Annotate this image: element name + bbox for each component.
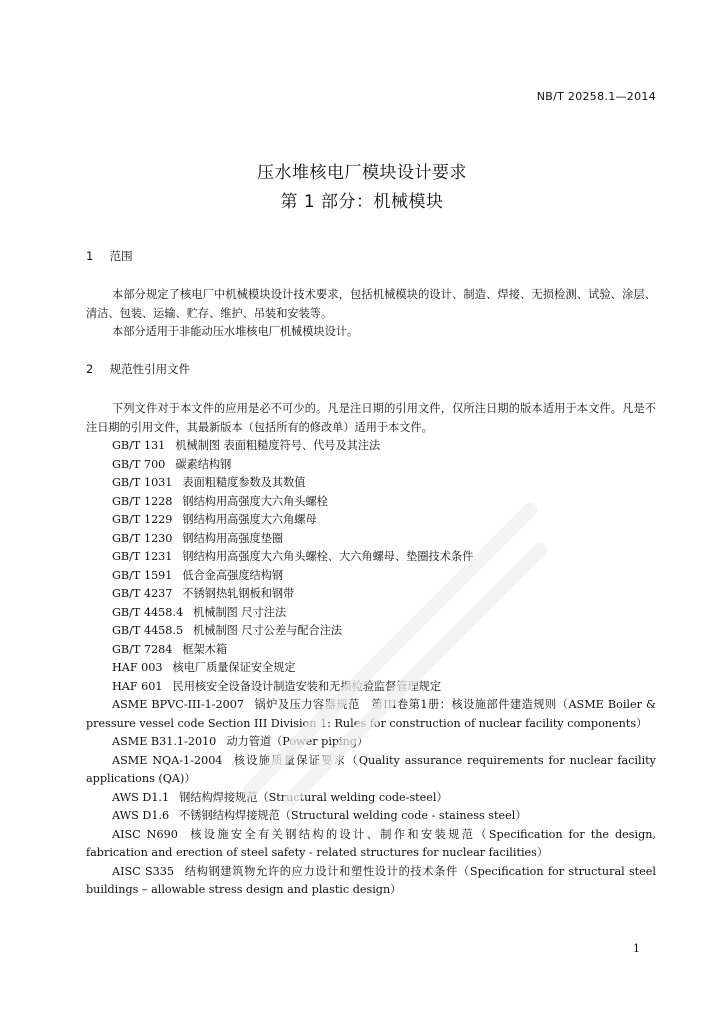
reference-code: ASME NQA-1-2004 [112,753,223,767]
reference-title: 钢结构用高强度垫圈 [182,531,284,545]
reference-title: 核设施质量保证要求（Quality assurance requirements for nuclear facility applications (QA)） [86,753,656,785]
reference-item [86,863,656,900]
reference-item [86,548,656,567]
reference-item [86,456,656,475]
reference-item [86,678,656,697]
reference-code: GB/T 4237 [112,587,173,600]
reference-item [86,585,656,604]
reference-code: GB/T 700 [112,457,166,471]
reference-code: GB/T 1228 [112,494,173,508]
reference-code: GB/T 1229 [112,513,173,526]
reference-item [86,604,656,623]
reference-code: GB/T 4458.5 [112,624,184,637]
reference-title: 锅炉及压力容器规范 第III卷第1册：核设施部件建造规则（ASME Boiler & pressure vessel code Section III Division 1: Rules for construction of nuclear facility components） [86,698,656,730]
section-heading-scope [86,248,133,264]
reference-code: AWS D1.1 [112,790,170,804]
paragraph: 本部分适用于非能动压水堆核电厂机械模块设计。 [112,325,359,338]
section-number: 2 [86,362,94,376]
reference-title: 钢结构用高强度大六角螺母 [182,513,317,526]
reference-code: GB/T 131 [112,439,166,452]
reference-item [86,789,656,808]
reference-title: 表面粗糙度参数及其数值 [182,476,306,489]
reference-title: 碳素结构钢 [175,457,232,471]
reference-item [86,437,656,456]
reference-title: 不锈钢热轧钢板和钢带 [182,587,295,600]
reference-title: 核设施安全有关钢结构的设计、制作和安装规范（Specification for the design, fabrication and erection of steel safety - related structures for nuclear facilities） [86,827,656,859]
section-title: 范围 [109,249,133,263]
reference-code: AISC N690 [112,827,178,841]
reference-code: GB/T 1031 [112,476,173,489]
reference-code: AWS D1.6 [112,809,170,822]
reference-list [86,437,656,900]
reference-title: 结构钢建筑物允许的应力设计和塑性设计的技术条件（Specification for structural steel buildings – allowable stress design and plastic design） [86,864,656,896]
section-title: 规范性引用文件 [109,362,191,376]
reference-title: 动力管道（Power piping） [226,735,369,748]
reference-title: 钢结构用高强度大六角头螺栓、大六角螺母、垫圈技术条件 [182,550,474,563]
document-subtitle: 第 1 部分：机械模块 [280,192,444,212]
reference-code: GB/T 4458.4 [112,605,184,619]
reference-item [86,752,656,789]
paragraph: 本部分规定了核电厂中机械模块设计技术要求，包括机械模块的设计、制造、焊接、无损检测、试验、涂层、清洁、包装、运输、贮存、维护、吊装和安装等。 [86,288,656,320]
reference-code: GB/T 1231 [112,550,173,563]
reference-code: GB/T 7284 [112,642,173,656]
reference-code: HAF 003 [112,661,163,674]
reference-code: ASME B31.1-2010 [112,735,217,748]
reference-title: 机械制图 尺寸公差与配合注法 [193,624,343,637]
reference-item [86,807,656,826]
reference-item [86,696,656,733]
reference-item [86,493,656,512]
reference-code: GB/T 1591 [112,568,173,582]
reference-item [86,733,656,752]
reference-code: ASME BPVC-III-1-2007 [112,698,245,711]
reference-item [86,641,656,660]
paragraph: 下列文件对于本文件的应用是必不可少的。凡是注日期的引用文件，仅所注日期的版本适用于本文件。凡是不注日期的引用文件，其最新版本（包括所有的修改单）适用于本文件。 [86,402,656,434]
section-heading-normative-references [86,361,190,377]
reference-title: 低合金高强度结构钢 [182,568,284,582]
reference-title: 不锈钢结构焊接规范（Structural welding code - stainess steel） [179,809,527,822]
reference-item [86,474,656,493]
reference-item [86,567,656,586]
reference-item [86,530,656,549]
reference-title: 机械制图 尺寸注法 [193,605,287,619]
reference-title: 民用核安全设备设计制造安装和无损检验监督管理规定 [172,679,442,693]
reference-item [86,622,656,641]
reference-item [86,659,656,678]
reference-title: 机械制图 表面粗糙度符号、代号及其注法 [175,439,381,452]
reference-code: AISC S335 [112,864,174,878]
reference-item [86,826,656,863]
reference-title: 钢结构焊接规范（Structural welding code-steel） [179,790,448,804]
reference-title: 核电厂质量保证安全规定 [172,661,296,674]
section-number: 1 [86,249,94,263]
reference-code: GB/T 1230 [112,531,173,545]
reference-title: 钢结构用高强度大六角头螺栓 [182,494,328,508]
page-number: 1 [633,942,640,955]
document-title: 压水堆核电厂模块设计要求 [257,163,467,183]
reference-item [86,511,656,530]
reference-code: HAF 601 [112,679,163,693]
reference-title: 框架木箱 [182,642,228,656]
standard-number: NB/T 20258.1—2014 [536,90,656,103]
